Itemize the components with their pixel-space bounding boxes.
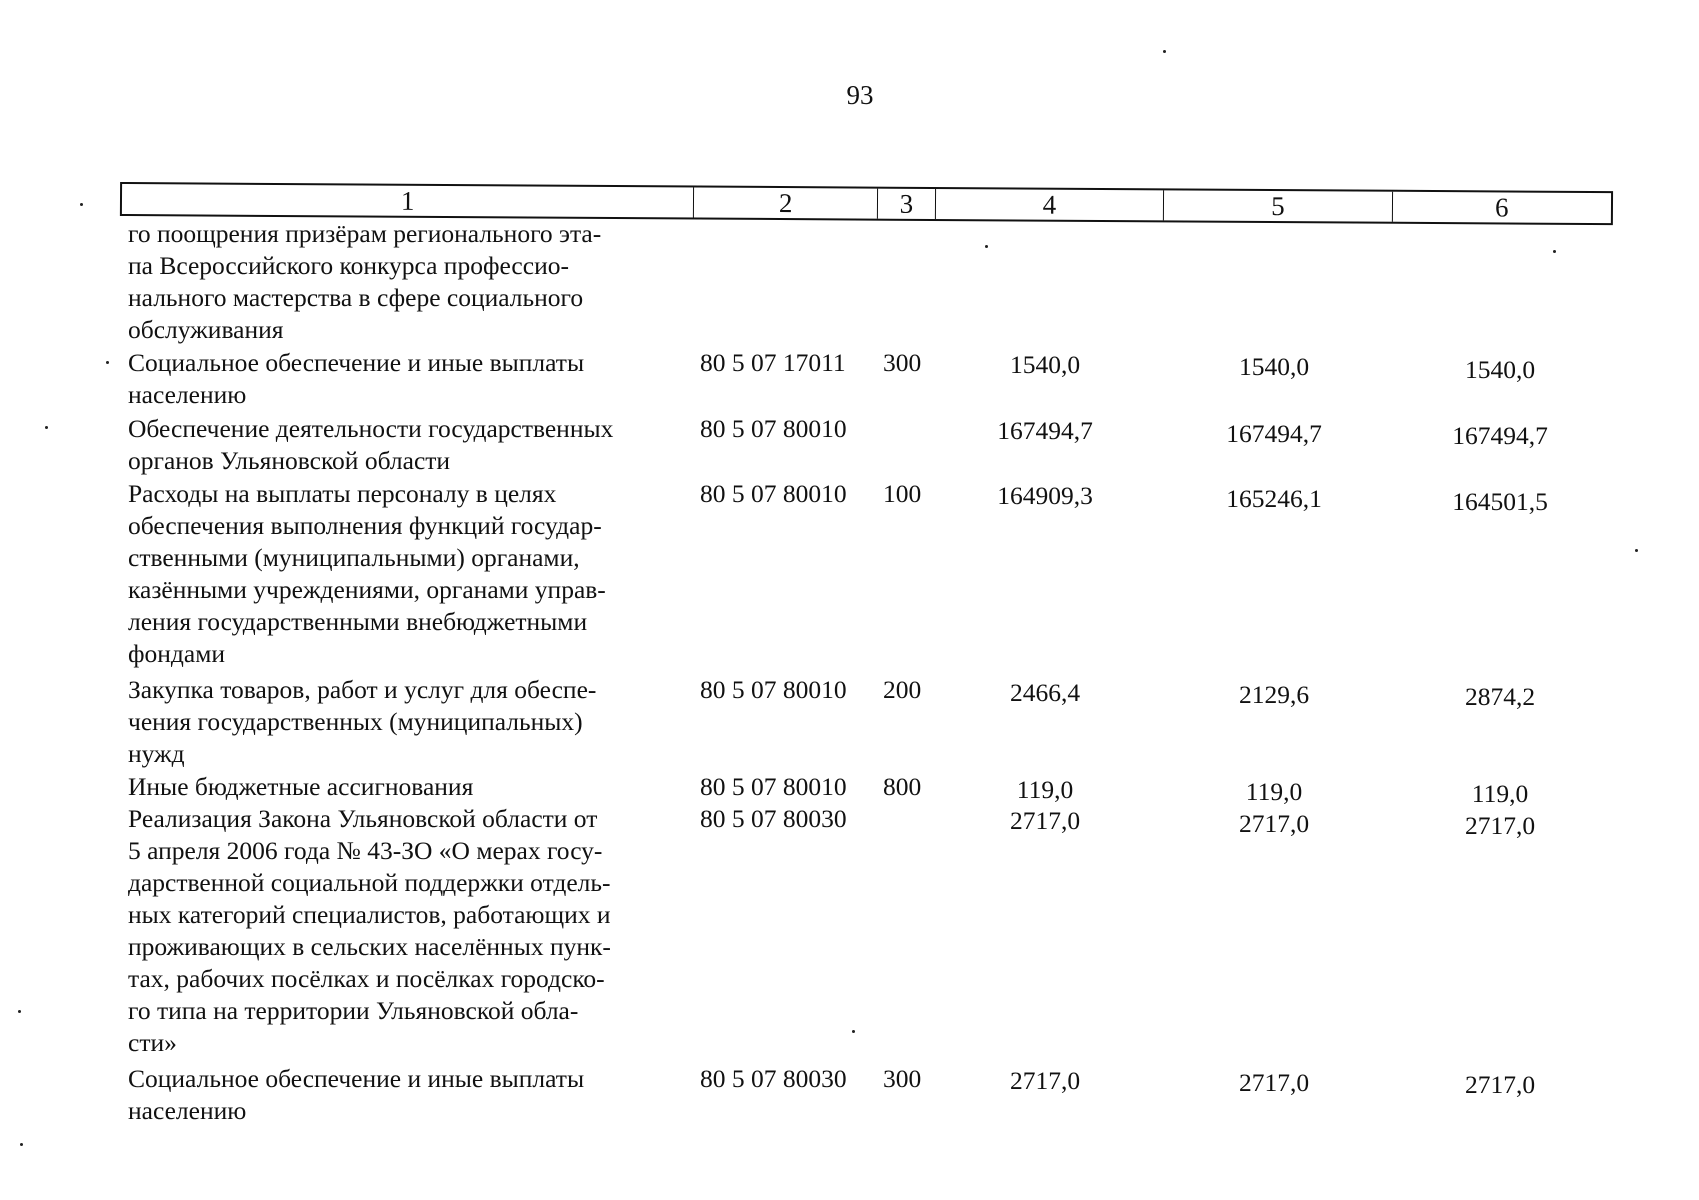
row-expense-type: 100 (883, 479, 922, 508)
scan-speck (985, 245, 988, 248)
scan-speck (1635, 549, 1638, 552)
row-code: 80 5 07 80010 (700, 414, 847, 443)
row-value-col-5: 2717,0 (1238, 1068, 1310, 1097)
row-name: Закупка товаров, работ и услуг для обеспе- чения государственных (муниципальных) нужд (128, 675, 597, 768)
row-value-col-6: 164501,5 (1452, 487, 1548, 516)
header-col-2: 2 (694, 188, 878, 219)
scan-speck (106, 361, 109, 364)
row-code: 80 5 07 80030 (700, 804, 847, 833)
row-value-col-5: 2717,0 (1238, 809, 1310, 838)
header-col-6: 6 (1494, 192, 1509, 223)
row-value-col-6: 2717,0 (1464, 1070, 1536, 1099)
row-name: го поощрения призёрам регионального эта- па Всероссийского конкурса профессио- нального мастерства в сфере социального обслуживания (128, 219, 602, 344)
row-name: Обеспечение деятельности государственных органов Ульяновской области (128, 414, 614, 475)
row-code: 80 5 07 80010 (700, 675, 847, 704)
row-expense-type: 300 (883, 348, 922, 377)
row-value-col-4: 2466,4 (1009, 678, 1081, 707)
row-value-col-6: 119,0 (1471, 779, 1529, 808)
row-value-col-6: 2874,2 (1464, 682, 1536, 711)
scan-speck (1163, 50, 1166, 53)
header-col-3: 3 (878, 189, 936, 219)
row-name: Социальное обеспечение и иные выплаты населению (128, 1064, 585, 1125)
scan-speck (80, 203, 83, 206)
row-value-col-4: 119,0 (1016, 775, 1074, 804)
page-number: 93 (846, 80, 874, 110)
row-expense-type: 200 (883, 675, 922, 704)
row-name: Социальное обеспечение и иные выплаты населению (128, 348, 585, 409)
row-code: 80 5 07 17011 (700, 348, 846, 377)
scan-speck (45, 426, 48, 429)
row-value-col-4: 164909,3 (997, 481, 1093, 510)
row-value-col-6: 2717,0 (1464, 811, 1536, 840)
row-value-col-5: 1540,0 (1238, 352, 1310, 381)
row-name: Реализация Закона Ульяновской области от 5 апреля 2006 года № 43-ЗО «О мерах госу- дарственной социальной поддержки отдель- ных категорий специалистов, работающих и проживающих в сельских населённых пунк- тах, рабочих посёлках и посёлках городско- го типа на территории Ульяновской обла- сти» (128, 804, 611, 1057)
row-code: 80 5 07 80010 (700, 479, 847, 508)
header-col-4: 4 (936, 189, 1165, 220)
row-code: 80 5 07 80030 (700, 1064, 847, 1093)
row-value-col-4: 1540,0 (1009, 350, 1081, 379)
row-code: 80 5 07 80010 (700, 772, 847, 801)
row-name: Расходы на выплаты персоналу в целях обеспечения выполнения функций государ- ственными (муниципальными) органами, казёнными учреждениями, органами управ- ления государственными внебюджетными фондами (128, 479, 606, 668)
scan-speck (852, 1030, 855, 1033)
row-value-col-5: 2129,6 (1238, 680, 1310, 709)
row-expense-type: 300 (883, 1064, 922, 1093)
scan-speck (18, 1010, 21, 1013)
row-value-col-4: 167494,7 (997, 416, 1093, 445)
row-name: Иные бюджетные ассигнования (128, 772, 474, 801)
row-value-col-5: 167494,7 (1226, 419, 1322, 448)
row-value-col-5: 119,0 (1245, 777, 1303, 806)
row-value-col-6: 1540,0 (1464, 355, 1536, 384)
scan-speck (1553, 250, 1556, 253)
row-value-col-4: 2717,0 (1009, 1066, 1081, 1095)
row-value-col-6: 167494,7 (1452, 421, 1548, 450)
row-value-col-5: 165246,1 (1226, 484, 1322, 513)
scan-speck (20, 1143, 23, 1146)
row-value-col-4: 2717,0 (1009, 806, 1081, 835)
header-col-5: 5 (1164, 190, 1393, 221)
header-col-1: 1 (122, 184, 695, 217)
row-expense-type: 800 (883, 772, 922, 801)
